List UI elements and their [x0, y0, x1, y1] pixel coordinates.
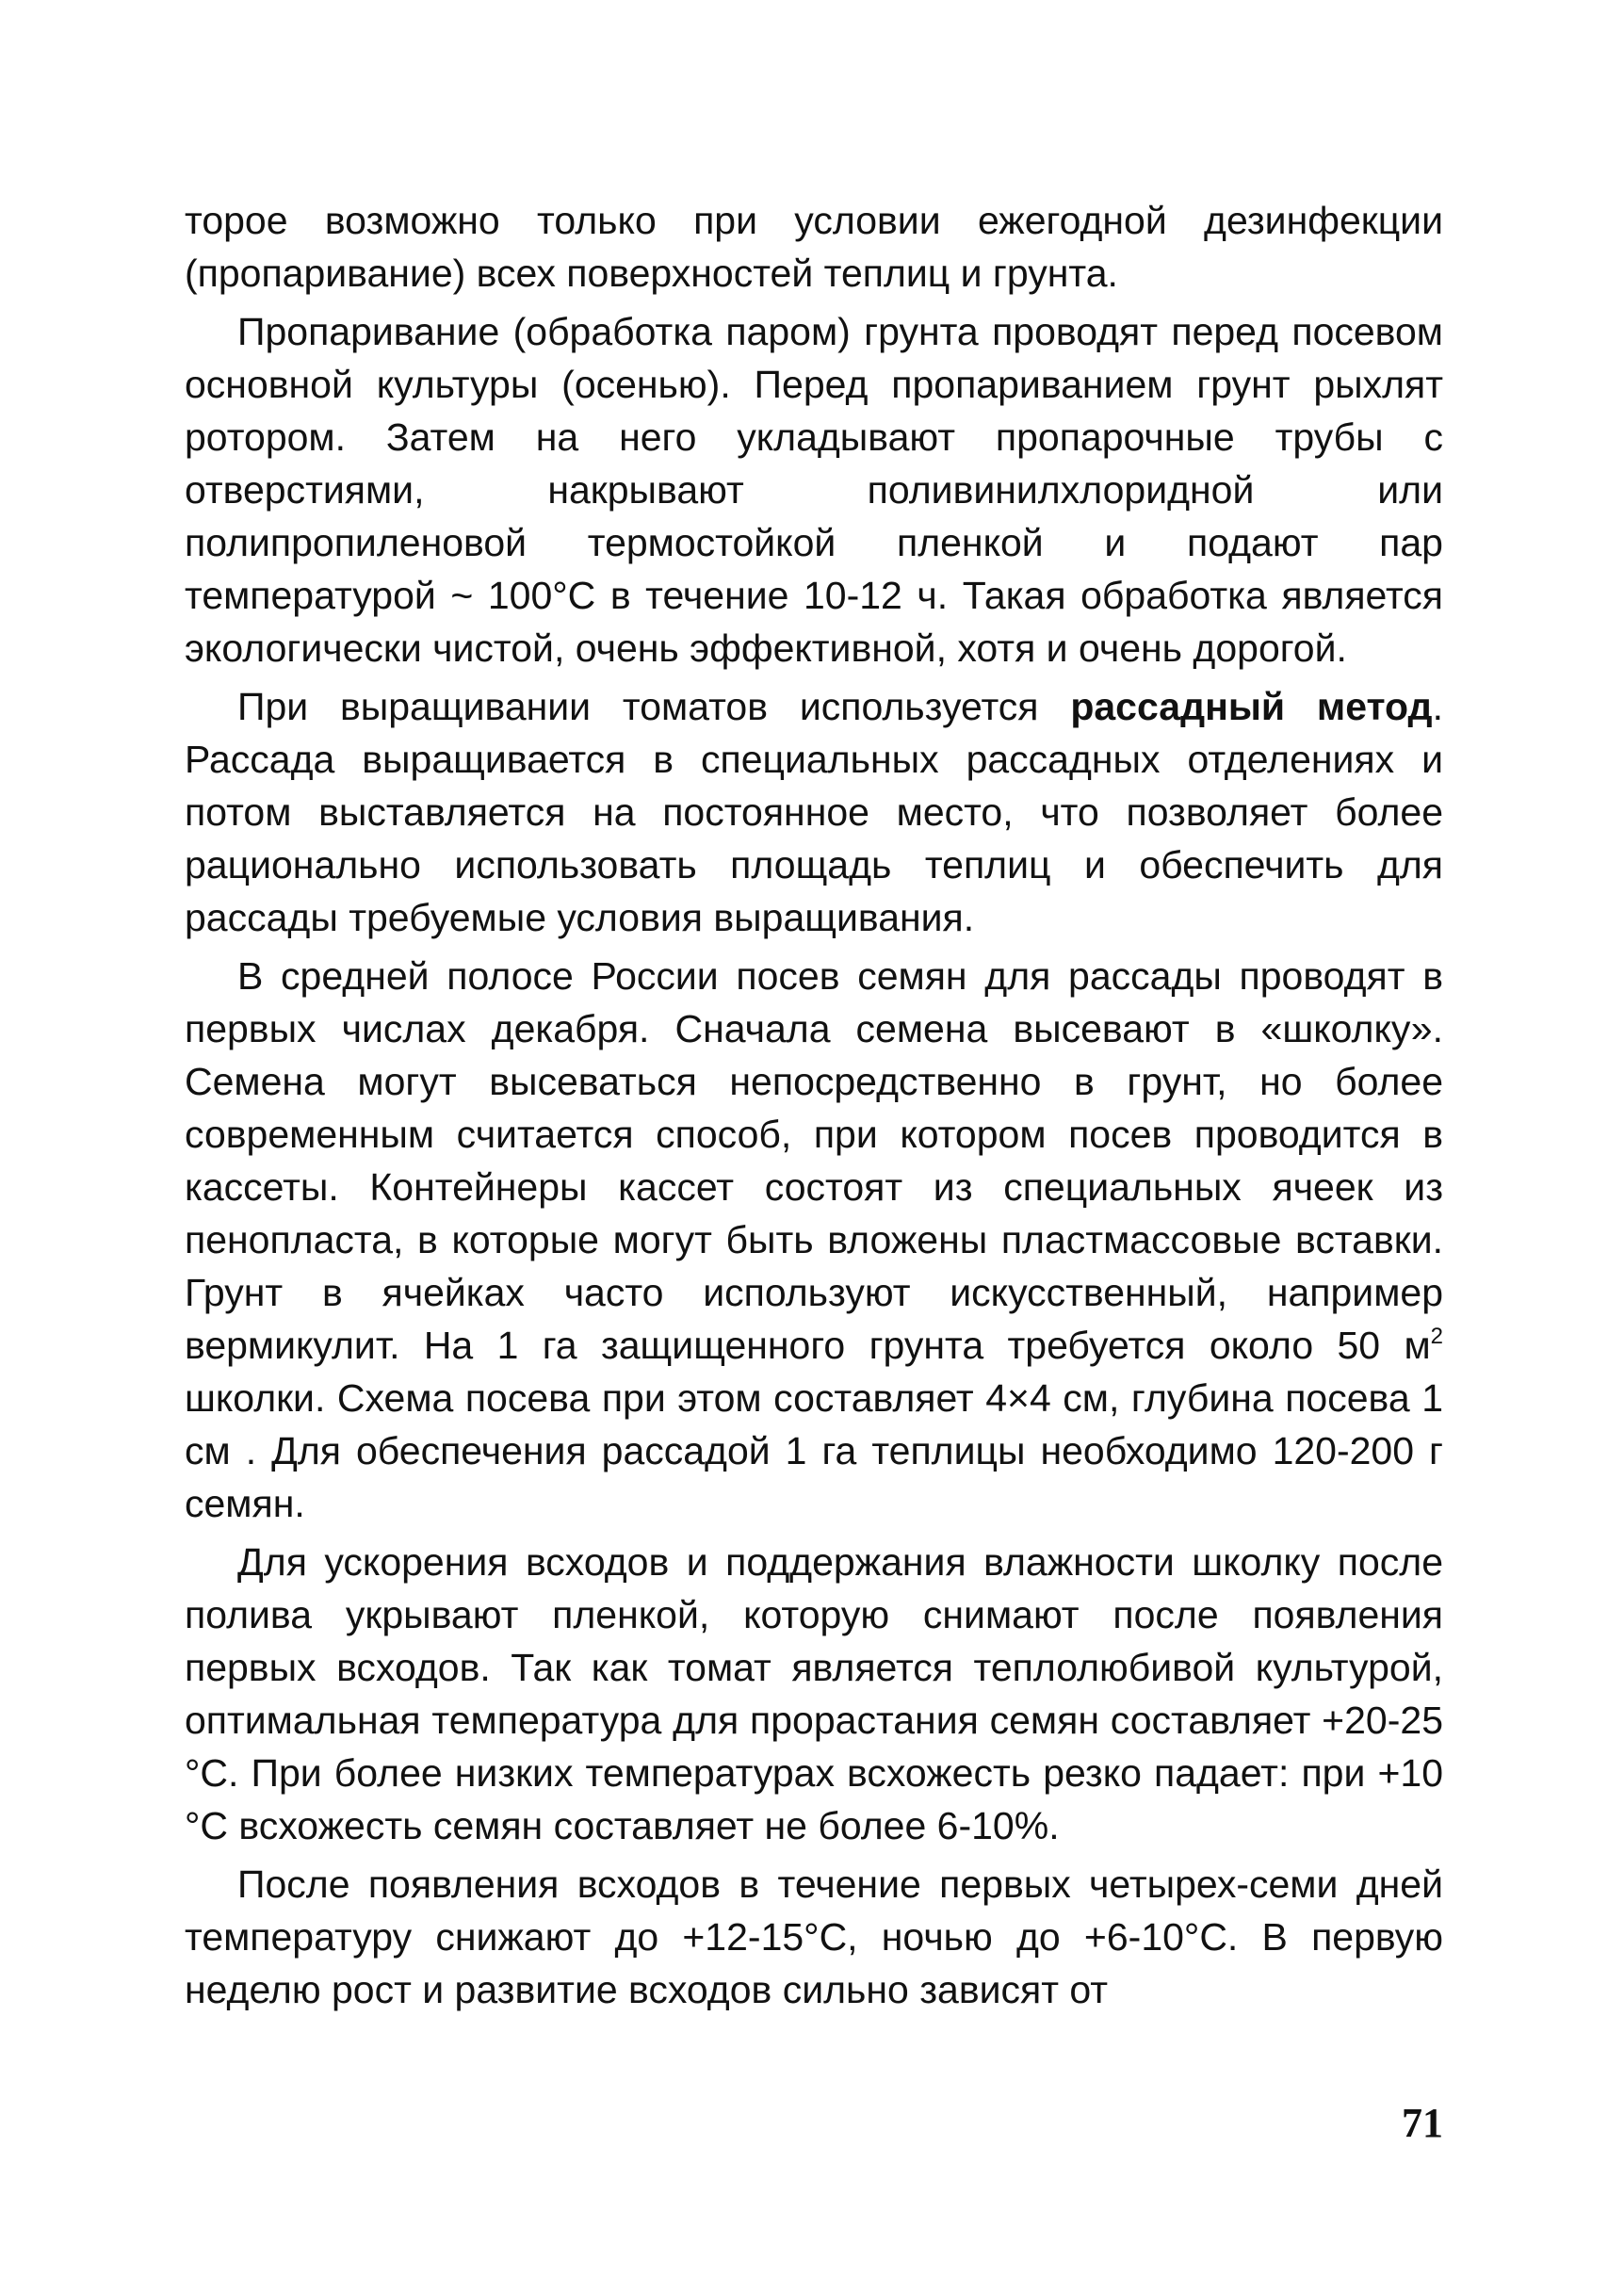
paragraph-4-text-after: школки. Схема посева при этом составляет 4×4 см, глубина посева 1 см . Для обеспечения рассадой 1 га теплицы необходимо 120-200 г семян. — [185, 1376, 1443, 1525]
paragraph-3-text-before: При выращивании томатов используется — [237, 685, 1071, 728]
paragraph-4 — [185, 950, 1443, 1530]
paragraph-1-text: торое возможно только при условии ежегодной дезинфекции (пропаривание) всех поверхностей теплиц и грунта. — [185, 199, 1443, 295]
body-text — [185, 194, 1443, 2022]
paragraph-1 — [185, 194, 1443, 300]
paragraph-3 — [185, 680, 1443, 944]
page-number: 71 — [1402, 2100, 1443, 2146]
bold-term-seedling-method: рассадный метод — [1070, 685, 1433, 728]
paragraph-6 — [185, 1858, 1443, 2016]
paragraph-4-text-before: В средней полосе России посев семян для рассады проводят в первых числах декабря. Сначала семена высевают в «школку». Семена могут высеваться непосредственно в грунт, но более современным считается способ, при котором посев проводится в кассеты. Контейнеры кассет состоят из специальных ячеек из пенопласта, в которые могут быть вложены пластмассовые вставки. Грунт в ячейках часто используют искусственный, например вермикулит. На 1 га защищенного грунта требуется около 50 м — [185, 954, 1443, 1367]
paragraph-2 — [185, 305, 1443, 675]
paragraph-5 — [185, 1536, 1443, 1852]
paragraph-5-text: Для ускорения всходов и поддержания влажности школку после полива укрывают пленкой, которую снимают после появления первых всходов. Так как томат является теплолюбивой культурой, оптимальная температура для прорастания семян составляет +20-25 °С. При более низких температурах всхожесть резко падает: при +10 °С всхожесть семян составляет не более 6-10%. — [185, 1540, 1443, 1847]
paragraph-3-text-after: . Рассада выращивается в специальных рассадных отделениях и потом выставляется на постоянное место, что позволяет более рационально использовать площадь теплиц и обеспечить для рассады требуемые условия выращивания. — [185, 685, 1443, 939]
superscript-square: 2 — [1430, 1324, 1443, 1349]
paragraph-2-text: Пропаривание (обработка паром) грунта проводят перед посевом основной культуры (осенью). Перед пропариванием грунт рыхлят ротором. Затем на него укладывают пропарочные трубы с отверстиями, накрывают поливинилхлоридной или полипропиленовой термостойкой пленкой и подают пар температурой ~ 100°С в течение 10-12 ч. Такая обработка является экологически чистой, очень эффективной, хотя и очень дорогой. — [185, 310, 1443, 670]
paragraph-6-text: После появления всходов в течение первых четырех-семи дней температуру снижают до +12-15°С, ночью до +6-10°С. В первую неделю рост и развитие всходов сильно зависят от — [185, 1862, 1443, 2011]
